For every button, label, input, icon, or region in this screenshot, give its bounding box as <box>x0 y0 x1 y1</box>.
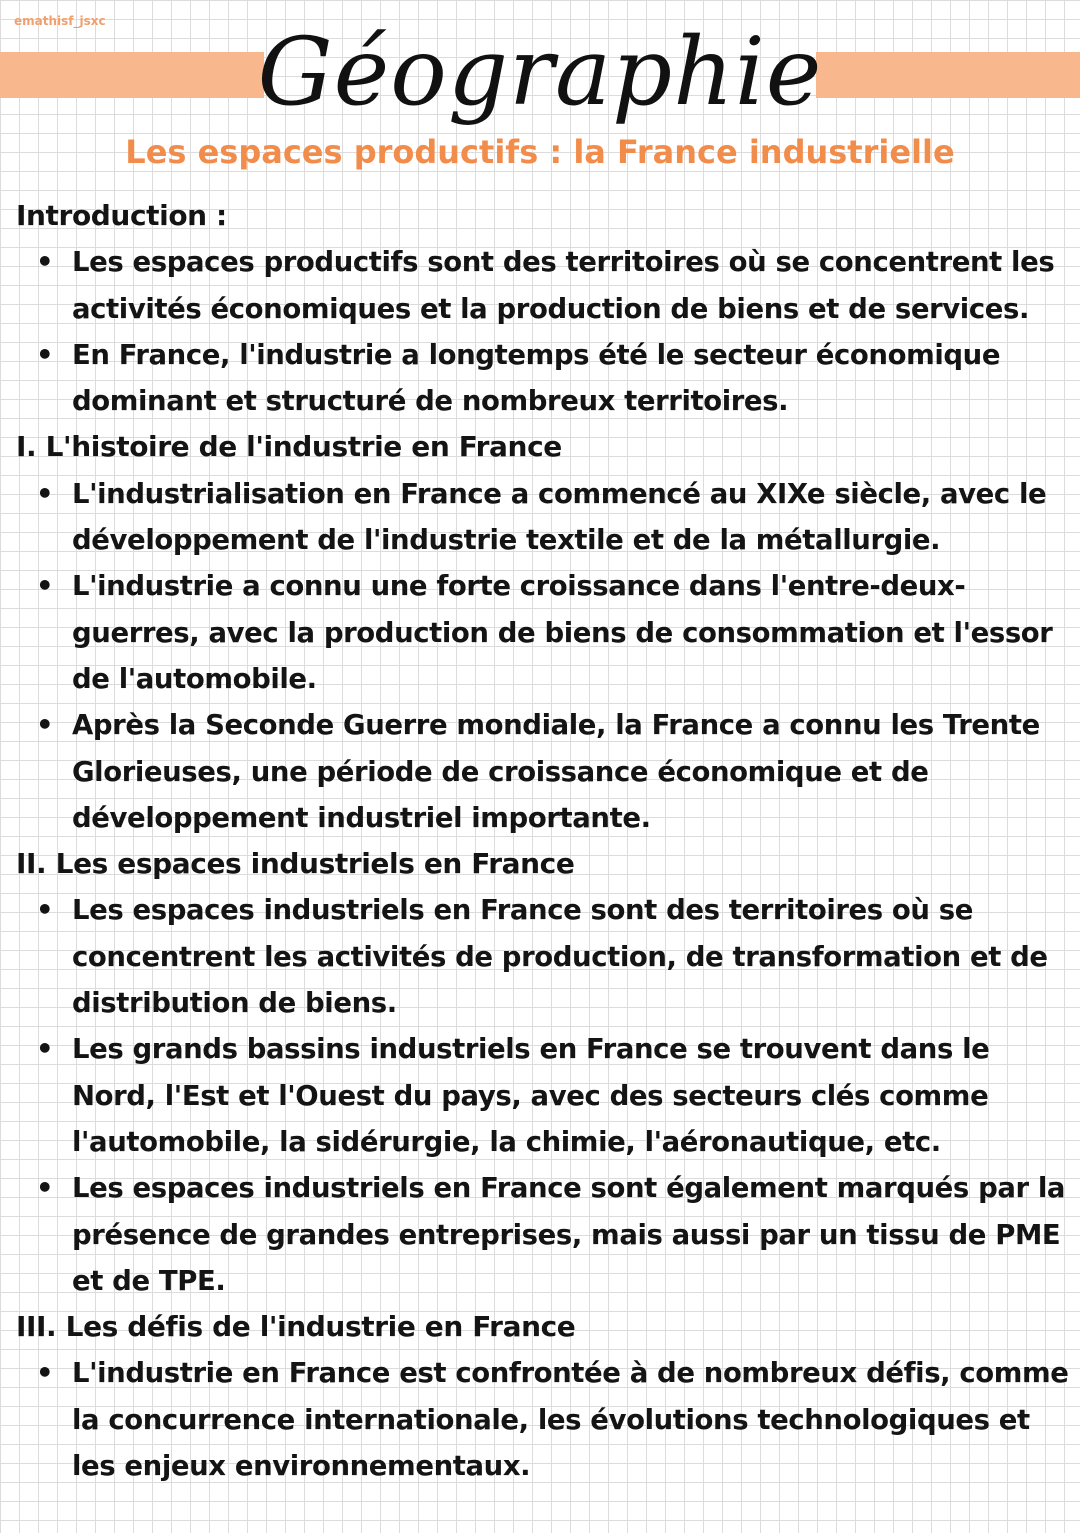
section-challenges <box>16 1304 1070 1489</box>
notes-body <box>16 193 1070 1489</box>
section-heading: II. Les espaces industriels en France <box>16 847 575 881</box>
bullet-list <box>16 239 1070 424</box>
author-watermark: emathisf_jsxc <box>14 14 106 28</box>
section-heading: Introduction : <box>16 199 227 232</box>
section-industrial-spaces <box>16 841 1070 1304</box>
section-history <box>16 424 1070 841</box>
bullet-item: • Les espaces industriels en France sont des territoires où se concentrent les activités de production, de transformation et de distribution de biens. <box>16 887 1070 1026</box>
bullet-item: • Les grands bassins industriels en France se trouvent dans le Nord, l'Est et l'Ouest du pays, avec des secteurs clés comme l'automobile, la sidérurgie, la chimie, l'aéronautique, etc. <box>16 1026 1070 1165</box>
bullet-item: • L'industrialisation en France a commencé au XIXe siècle, avec le développement de l'industrie textile et de la métallurgie. <box>16 471 1070 564</box>
bullet-item: • L'industrie en France est confrontée à de nombreux défis, comme la concurrence internationale, les évolutions technologiques et les enjeux environnementaux. <box>16 1350 1070 1489</box>
page-subtitle: Les espaces productifs : la France industrielle <box>125 133 955 171</box>
bullet-list <box>16 887 1070 1304</box>
page-title: Géographie <box>257 18 823 127</box>
bullet-list <box>16 471 1070 841</box>
section-introduction <box>16 193 1070 424</box>
bullet-list <box>16 1350 1070 1489</box>
bullet-item: • En France, l'industrie a longtemps été le secteur économique dominant et structuré de nombreux territoires. <box>16 332 1070 425</box>
bullet-item: • Les espaces industriels en France sont également marqués par la présence de grandes entreprises, mais aussi par un tissu de PME et de TPE. <box>16 1165 1070 1304</box>
section-heading: I. L'histoire de l'industrie en France <box>16 430 562 464</box>
bullet-item: • L'industrie a connu une forte croissance dans l'entre-deux-guerres, avec la production de biens de consommation et l'essor de l'automobile. <box>16 563 1070 702</box>
bullet-item: • Après la Seconde Guerre mondiale, la France a connu les Trente Glorieuses, une période de croissance économique et de développement industriel importante. <box>16 702 1070 841</box>
bullet-item: • Les espaces productifs sont des territoires où se concentrent les activités économiques et la production de biens et de services. <box>16 239 1070 332</box>
section-heading: III. Les défis de l'industrie en France <box>16 1310 576 1344</box>
